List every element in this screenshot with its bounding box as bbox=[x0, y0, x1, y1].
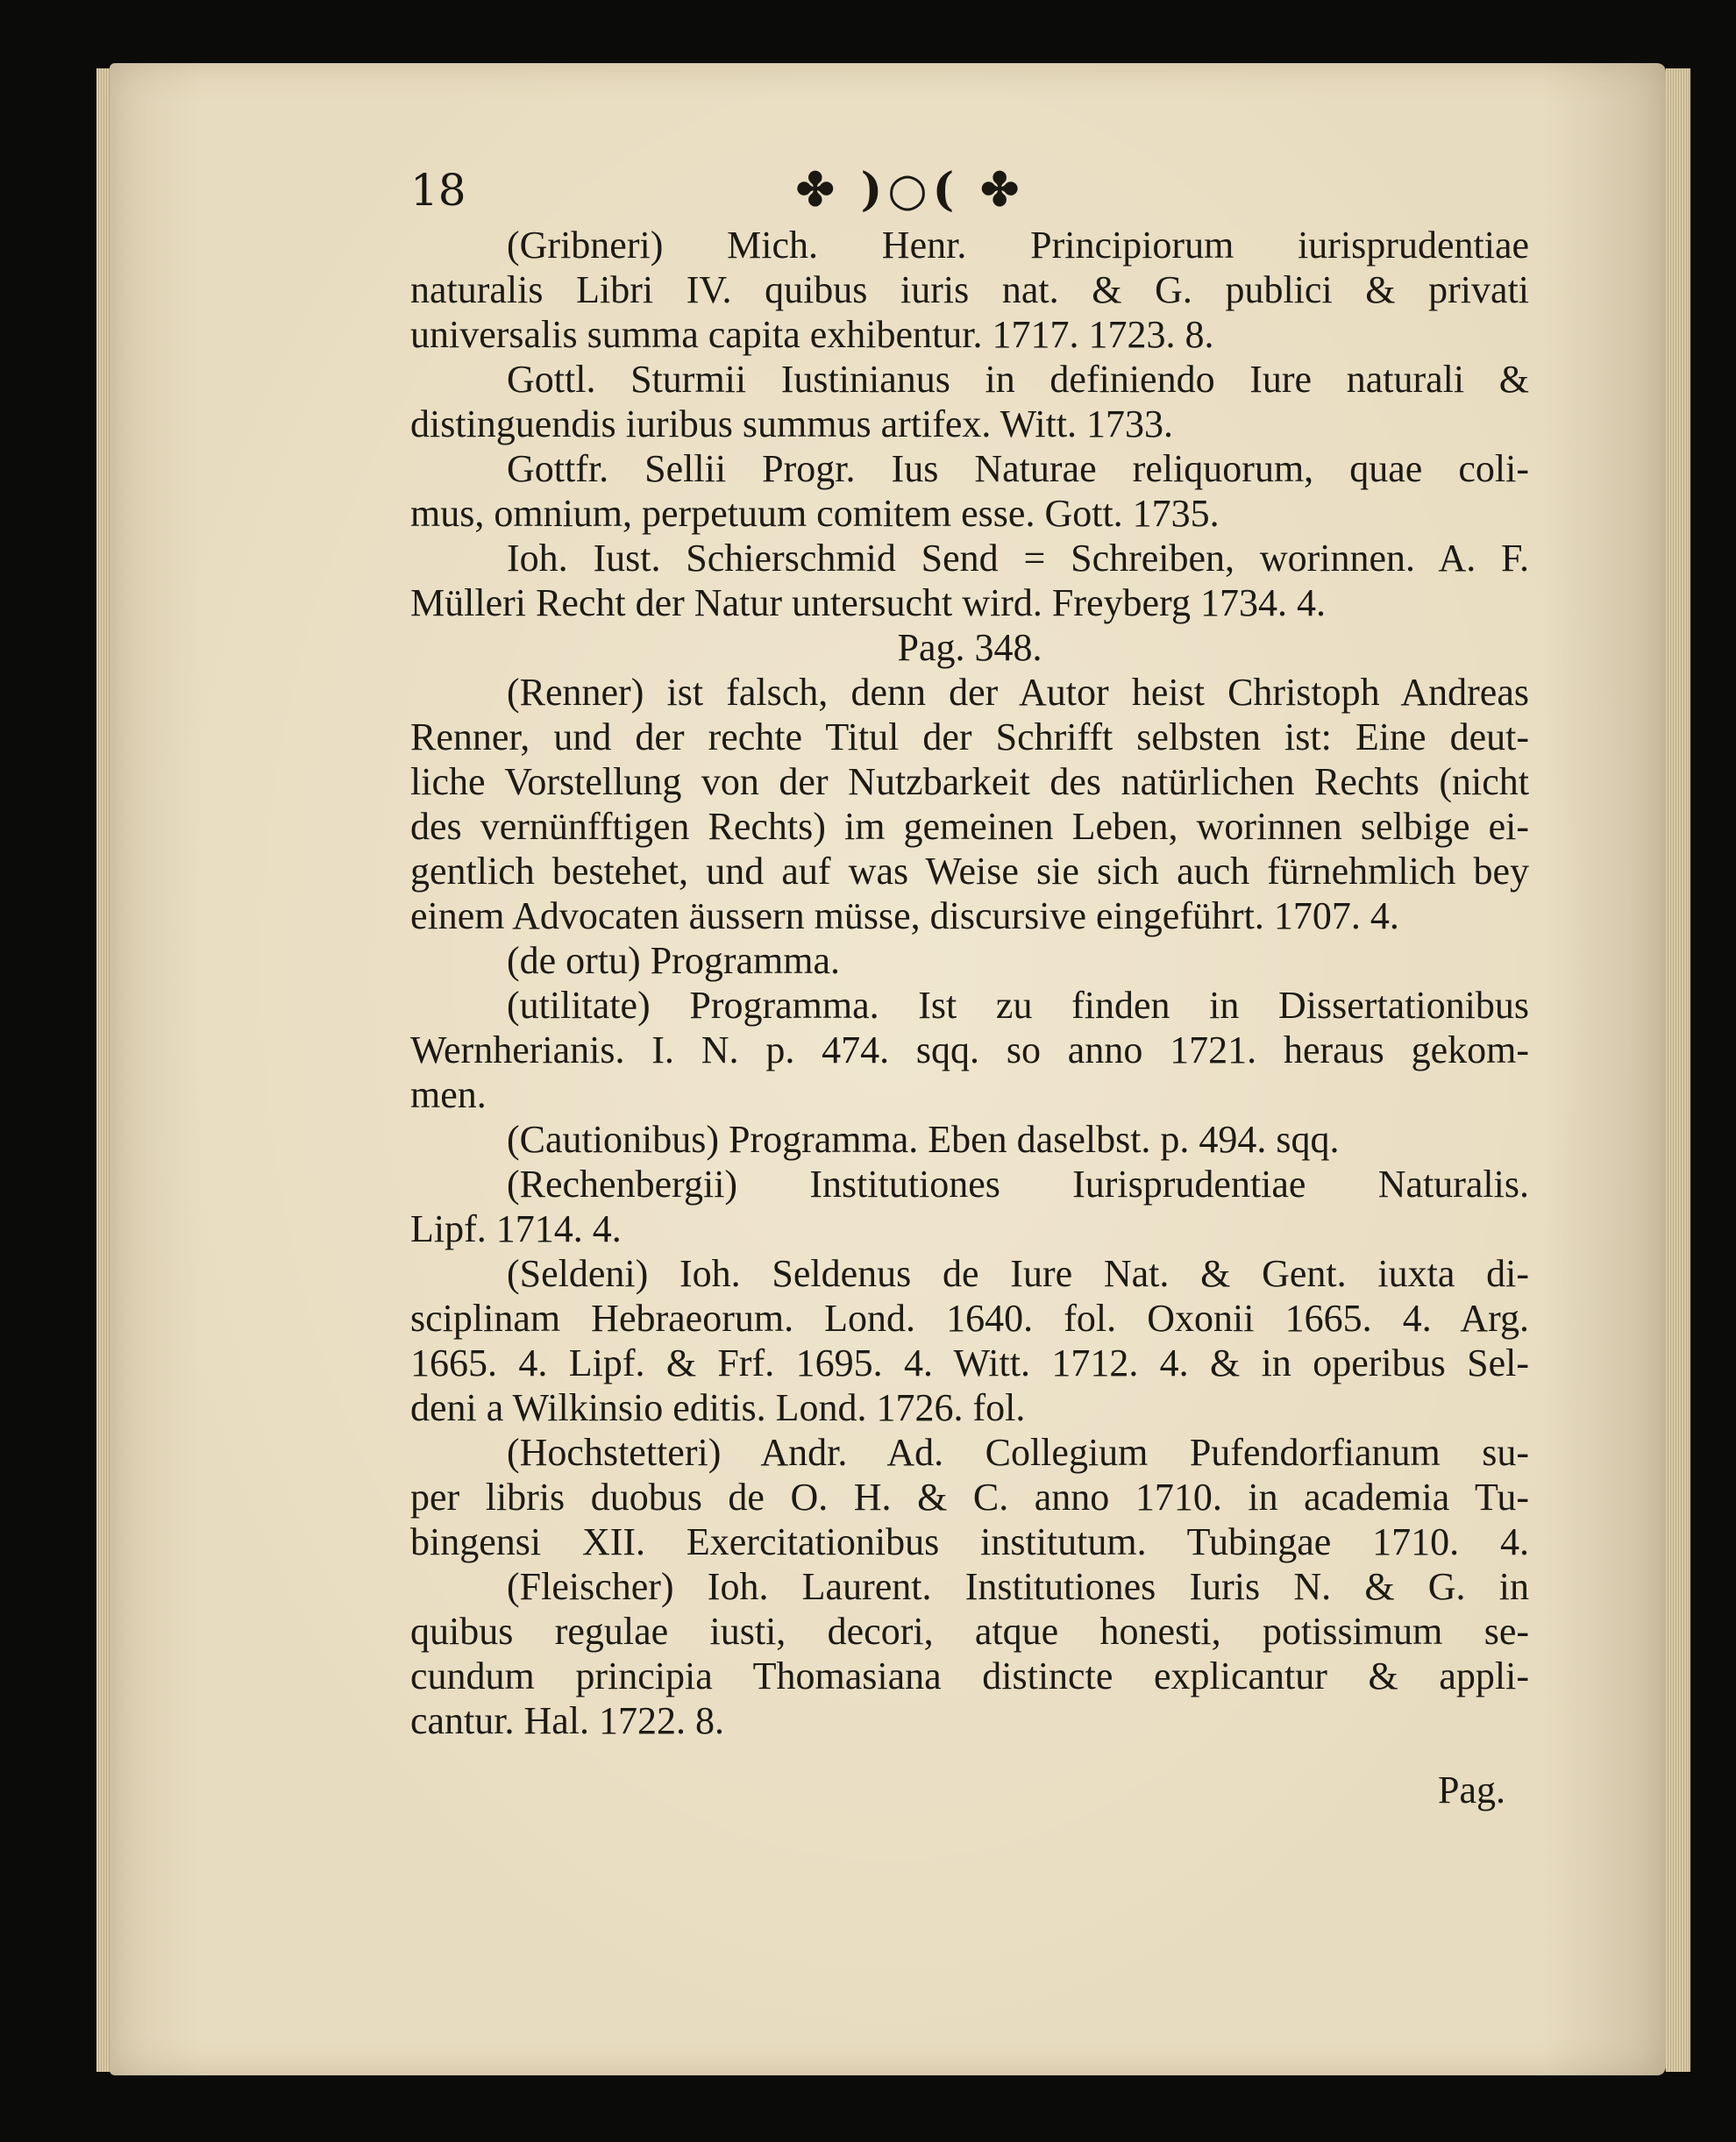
text-line: universalis summa capita exhibentur. 1717. 1723. 8. bbox=[410, 313, 1214, 356]
text-line: Pag. 348. bbox=[897, 626, 1042, 669]
text-line: Gottl. Sturmii Iustinianus in definiendo Iure naturali & bbox=[507, 358, 1529, 401]
text-line: per libris duobus de O. H. & C. anno 1710. in academia Tu- bbox=[410, 1476, 1529, 1519]
running-header bbox=[410, 160, 1524, 221]
text-line: Renner, und der rechte Titul der Schrifft selbsten ist: Eine deut- bbox=[410, 715, 1529, 758]
body-text bbox=[410, 223, 1529, 1743]
text-line: des vernünfftigen Rechts) im gemeinen Leben, worinnen selbige ei- bbox=[410, 805, 1529, 848]
catchword: Pag. bbox=[1438, 1768, 1505, 1811]
text-line: 1665. 4. Lipf. & Frf. 1695. 4. Witt. 1712. 4. & in operibus Sel- bbox=[410, 1341, 1529, 1384]
text-line: Lipf. 1714. 4. bbox=[410, 1207, 622, 1250]
page-stack-right bbox=[1666, 68, 1690, 2072]
text-line: (Cautionibus) Programma. Eben daselbst. p. 494. sqq. bbox=[507, 1118, 1340, 1161]
text-line: liche Vorstellung von der Nutzbarkeit des natürlichen Rechts (nicht bbox=[410, 760, 1529, 803]
text-line: (Rechenbergii) Institutiones Iurisprudentiae Naturalis. bbox=[507, 1163, 1529, 1206]
text-line: Gottfr. Sellii Progr. Ius Naturae reliquorum, quae coli- bbox=[507, 447, 1529, 490]
text-line: mus, omnium, perpetuum comitem esse. Gott. 1735. bbox=[410, 492, 1220, 535]
text-line: (Seldeni) Ioh. Seldenus de Iure Nat. & Gent. iuxta di- bbox=[507, 1252, 1529, 1295]
text-line: men. bbox=[410, 1073, 487, 1116]
page-number: 18 bbox=[410, 165, 466, 216]
text-line: einem Advocaten äussern müsse, discursive eingeführt. 1707. 4. bbox=[410, 894, 1399, 937]
text-line: Mülleri Recht der Natur untersucht wird. Freyberg 1734. 4. bbox=[410, 581, 1326, 624]
text-line: (Hochstetteri) Andr. Ad. Collegium Pufendorfianum su- bbox=[507, 1431, 1529, 1474]
text-line: (de ortu) Programma. bbox=[507, 939, 840, 982]
text-line: cantur. Hal. 1722. 8. bbox=[410, 1699, 725, 1742]
text-line: distinguendis iuribus summus artifex. Witt. 1733. bbox=[410, 402, 1174, 445]
text-line: (Gribneri) Mich. Henr. Principiorum iurisprudentiae bbox=[507, 224, 1529, 267]
header-ornament: ✤ )○( ✤ bbox=[796, 163, 1024, 217]
text-line: gentlich bestehet, und auf was Weise sie sich auch fürnehmlich bey bbox=[410, 850, 1529, 893]
text-line: sciplinam Hebraeorum. Lond. 1640. fol. Oxonii 1665. 4. Arg. bbox=[410, 1297, 1529, 1340]
text-line: Wernherianis. I. N. p. 474. sqq. so anno 1721. heraus gekom- bbox=[410, 1028, 1529, 1071]
text-line: quibus regulae iusti, decori, atque honesti, potissimum se- bbox=[410, 1610, 1529, 1653]
text-line: cundum principia Thomasiana distincte explicantur & appli- bbox=[410, 1655, 1529, 1697]
text-line: (Fleischer) Ioh. Laurent. Institutiones Iuris N. & G. in bbox=[507, 1565, 1529, 1608]
text-line: deni a Wilkinsio editis. Lond. 1726. fol. bbox=[410, 1386, 1026, 1429]
text-line: (utilitate) Programma. Ist zu finden in Dissertationibus bbox=[507, 984, 1529, 1027]
text-line: (Renner) ist falsch, denn der Autor heist Christoph Andreas bbox=[507, 671, 1529, 714]
text-line: naturalis Libri IV. quibus iuris nat. & G. publici & privati bbox=[410, 268, 1529, 311]
text-line: Ioh. Iust. Schierschmid Send = Schreiben, worinnen. A. F. bbox=[507, 537, 1529, 580]
text-line: bingensi XII. Exercitationibus institutum. Tubingae 1710. 4. bbox=[410, 1520, 1529, 1563]
